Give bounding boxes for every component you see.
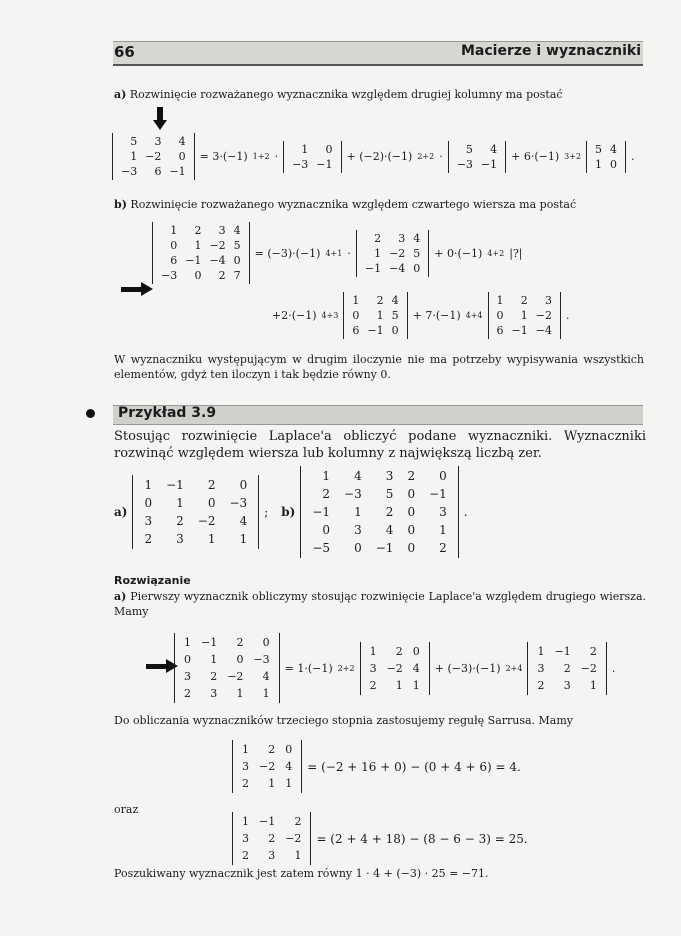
- matrix-cell: 1: [322, 469, 331, 483]
- matrix-cell: −3: [344, 487, 362, 501]
- matrix-row: [238, 814, 305, 829]
- matrix-row: [494, 309, 555, 322]
- matrix-cell: 1: [176, 496, 184, 510]
- matrix-cell: 5: [233, 239, 241, 252]
- solution-matrix: [174, 633, 280, 703]
- matrix-row: [454, 143, 500, 156]
- matrix-row: [289, 158, 335, 171]
- matrix-cell: 3: [544, 294, 552, 307]
- matrix-cell: 3: [176, 532, 184, 546]
- matrix-cell: 4: [412, 661, 420, 675]
- sarrus-matrix-1: [232, 740, 302, 793]
- matrix-cell: 0: [207, 496, 216, 510]
- matrix-row: [158, 224, 244, 237]
- matrix-cell: −2: [259, 760, 276, 773]
- matrix-cell: 0: [439, 469, 447, 483]
- matrix-row: [362, 232, 423, 245]
- matrix-cell: 1: [268, 777, 276, 790]
- matrix-cell: −2: [209, 239, 226, 252]
- matrix-cell: −1: [259, 815, 276, 828]
- matrix-cell: 6: [154, 165, 162, 178]
- matrix-row: [494, 294, 555, 307]
- example-determinants: a) 1 −1 2 0 0 1 0 −3 3 2 −2 4 2 3 1 1 ; b) 1 4 3 2 0 2 −3 5 0 −1 −1 1 2 0 3 0 3 4 0 1 −5 0 −1 0 2 .: [114, 466, 468, 558]
- matrix-cell: 1: [236, 687, 244, 700]
- part-b-intro: b) Rozwinięcie rozważanego wyznacznika względem czwartego wiersza ma postać: [114, 198, 577, 211]
- part-b-matrix: [152, 222, 250, 284]
- matrix-cell: 2: [374, 231, 382, 245]
- matrix-cell: 1: [242, 815, 249, 828]
- part-a-matrix: [112, 133, 195, 180]
- matrix-cell: 0: [407, 541, 416, 555]
- matrix-row: [138, 477, 253, 493]
- matrix-row: [138, 495, 253, 511]
- matrix-cell: −1: [166, 478, 184, 492]
- matrix-cell: 2: [369, 678, 377, 692]
- example-matrix-a: [132, 475, 259, 549]
- matrix-cell: −3: [253, 653, 270, 666]
- matrix-cell: 1: [242, 743, 249, 756]
- matrix-row: [349, 324, 401, 337]
- matrix-cell: 4: [610, 142, 618, 156]
- matrix-row: [362, 262, 423, 275]
- matrix-cell: 2: [407, 469, 416, 483]
- matrix-cell: 0: [407, 505, 416, 519]
- matrix-cell: −2: [145, 150, 162, 163]
- matrix-cell: 1: [354, 505, 362, 519]
- matrix-cell: 1: [374, 246, 382, 260]
- part-b-equation-line1: 1 2 3 4 0 1 −2 5 6 −1 −4 0 −3 0 2 7 = (−3)·(−1) 4+1 · 2 3 4 1 −2 5 −1 −4 0 + 0·(−1) 4+2 |?|: [152, 222, 523, 284]
- matrix-cell: 1: [369, 644, 377, 658]
- matrix-cell: 4: [233, 224, 241, 237]
- matrix-cell: −3: [121, 165, 138, 178]
- matrix-row: [366, 644, 424, 659]
- matrix-cell: 6: [170, 254, 178, 267]
- matrix-cell: 2: [537, 678, 545, 692]
- matrix-cell: −2: [227, 670, 244, 683]
- matrix-cell: −1: [185, 254, 202, 267]
- matrix-cell: 3: [242, 760, 249, 773]
- matrix-cell: −1: [480, 157, 498, 171]
- matrix-cell: 3: [242, 832, 249, 845]
- matrix-cell: 4: [391, 294, 399, 307]
- matrix-cell: 2: [242, 849, 249, 862]
- matrix-cell: −2: [580, 661, 597, 675]
- matrix-cell: 0: [352, 309, 360, 322]
- arrow-down-icon: [157, 107, 163, 121]
- matrix-cell: 0: [170, 239, 178, 252]
- matrix-cell: 1: [130, 150, 138, 163]
- matrix-cell: −4: [535, 324, 552, 337]
- matrix-cell: −3: [229, 496, 248, 510]
- matrix-row: [494, 324, 555, 337]
- matrix-row: [289, 143, 335, 156]
- matrix-row: [366, 661, 424, 676]
- matrix-cell: 1: [210, 653, 218, 666]
- matrix-cell: 1: [294, 849, 302, 862]
- matrix-row: [533, 644, 600, 659]
- matrix-cell: −1: [169, 165, 186, 178]
- matrix-cell: 5: [385, 487, 394, 501]
- oraz-text: oraz: [114, 803, 139, 816]
- sarrus-matrix-2: [232, 812, 311, 865]
- matrix-cell: 5: [391, 309, 399, 322]
- matrix-row: [158, 269, 244, 282]
- matrix-cell: 4: [262, 670, 270, 683]
- example-task: Stosując rozwinięcie Laplace'a obliczyć podane wyznaczniki. Wyznaczniki rozwinąć względem wiersza lub kolumny z największą liczbą zer.: [114, 429, 646, 461]
- part-b-minor-1: [356, 230, 429, 277]
- matrix-cell: 2: [210, 670, 218, 683]
- matrix-cell: 1: [239, 532, 248, 546]
- matrix-cell: 2: [176, 514, 184, 528]
- solution-minor-2: [527, 642, 606, 695]
- matrix-cell: −1: [429, 487, 447, 501]
- matrix-cell: 5: [130, 135, 138, 148]
- matrix-cell: 2: [218, 269, 226, 282]
- matrix-cell: 3: [184, 670, 191, 683]
- matrix-cell: 4: [413, 231, 421, 245]
- matrix-cell: 2: [385, 505, 394, 519]
- matrix-cell: 1: [207, 532, 216, 546]
- part-a-intro: a) Rozwinięcie rozważanego wyznacznika względem drugiej kolumny ma postać: [114, 88, 563, 101]
- matrix-row: [238, 776, 296, 791]
- matrix-row: [118, 135, 189, 148]
- matrix-cell: −4: [209, 254, 226, 267]
- matrix-row: [306, 468, 452, 484]
- matrix-cell: 2: [268, 743, 276, 756]
- matrix-row: [118, 165, 189, 178]
- matrix-cell: 0: [354, 541, 362, 555]
- matrix-cell: 3: [563, 678, 571, 692]
- part-a-minor-3: [586, 141, 626, 173]
- matrix-cell: 0: [407, 523, 416, 537]
- matrix-cell: 1: [376, 309, 384, 322]
- matrix-cell: 3: [354, 523, 362, 537]
- matrix-cell: 3: [268, 849, 276, 862]
- matrix-cell: 0: [194, 269, 202, 282]
- matrix-cell: 1: [520, 309, 528, 322]
- matrix-cell: 2: [322, 487, 331, 501]
- matrix-cell: 1: [439, 523, 447, 537]
- matrix-row: [118, 150, 189, 163]
- example-matrix-b: [300, 466, 458, 558]
- matrix-cell: 0: [413, 261, 421, 275]
- sarrus-eq-2: 1 −1 2 3 2 −2 2 3 1 = (2 + 4 + 18) − (8 − 6 − 3) = 25.: [232, 812, 528, 865]
- matrix-cell: 2: [194, 224, 202, 237]
- matrix-cell: 1: [262, 687, 270, 700]
- matrix-row: [592, 158, 620, 171]
- matrix-cell: 2: [520, 294, 528, 307]
- matrix-cell: 4: [178, 135, 186, 148]
- matrix-cell: 4: [285, 760, 293, 773]
- matrix-cell: 1: [194, 239, 202, 252]
- matrix-cell: 3: [385, 469, 394, 483]
- matrix-cell: 2: [236, 636, 244, 649]
- matrix-cell: 0: [496, 309, 504, 322]
- chapter-title: Macierze i wyznaczniki: [460, 43, 641, 59]
- matrix-cell: −4: [389, 261, 406, 275]
- matrix-cell: 1: [537, 644, 545, 658]
- matrix-cell: −5: [312, 541, 331, 555]
- matrix-cell: 1: [412, 678, 420, 692]
- matrix-row: [306, 486, 452, 502]
- solution-heading: Rozwiązanie: [114, 574, 191, 587]
- matrix-cell: 2: [268, 832, 276, 845]
- matrix-cell: −1: [312, 505, 331, 519]
- matrix-cell: 4: [239, 514, 248, 528]
- matrix-row: [349, 294, 401, 307]
- matrix-cell: 1: [301, 142, 309, 156]
- matrix-cell: 4: [354, 469, 362, 483]
- sarrus-eq-1: 1 2 0 3 −2 4 2 1 1 = (−2 + 16 + 0) − (0 + 4 + 6) = 4.: [232, 740, 521, 793]
- arrow-down-icon-head: [153, 120, 167, 130]
- matrix-cell: 0: [144, 496, 153, 510]
- matrix-cell: 2: [144, 532, 153, 546]
- bullet-icon: [86, 409, 95, 418]
- matrix-row: [238, 848, 305, 863]
- matrix-cell: 2: [563, 661, 571, 675]
- matrix-cell: −2: [389, 246, 406, 260]
- matrix-cell: 0: [233, 254, 241, 267]
- matrix-row: [180, 652, 274, 667]
- matrix-row: [180, 635, 274, 650]
- matrix-cell: −2: [535, 309, 552, 322]
- matrix-cell: −1: [364, 261, 382, 275]
- matrix-cell: 3: [537, 661, 545, 675]
- matrix-cell: 2: [242, 777, 249, 790]
- matrix-cell: 3: [439, 505, 447, 519]
- matrix-row: [366, 678, 424, 693]
- matrix-row: [158, 254, 244, 267]
- matrix-cell: 1: [144, 478, 153, 492]
- matrix-cell: 2: [439, 541, 447, 555]
- matrix-cell: −1: [511, 324, 528, 337]
- matrix-cell: 1: [170, 224, 178, 237]
- row-arrow-icon: [121, 282, 153, 296]
- matrix-row: [158, 239, 244, 252]
- part-a-minor-1: [283, 141, 341, 173]
- solution-intro: a) Pierwszy wyznacznik obliczymy stosując rozwinięcie Laplace'a względem drugiego wiersza. Mamy: [114, 590, 646, 618]
- matrix-cell: 7: [233, 269, 241, 282]
- matrix-row: [238, 831, 305, 846]
- matrix-cell: −3: [161, 269, 178, 282]
- matrix-cell: 2: [184, 687, 191, 700]
- matrix-cell: −2: [197, 514, 216, 528]
- part-b-note: W wyznaczniku występującym w drugim iloczynie nie ma potrzeby wypisywania wszystkich elementów, gdyż ten iloczyn i tak będzie równy 0.: [114, 353, 644, 381]
- matrix-cell: −1: [554, 644, 571, 658]
- matrix-cell: −1: [375, 541, 394, 555]
- matrix-row: [180, 686, 274, 701]
- matrix-row: [306, 540, 452, 556]
- matrix-cell: 3: [144, 514, 153, 528]
- omitted-minor: |?|: [509, 246, 523, 260]
- matrix-cell: 0: [184, 653, 191, 666]
- matrix-cell: 1: [352, 294, 360, 307]
- matrix-cell: 1: [184, 636, 191, 649]
- matrix-row: [238, 759, 296, 774]
- matrix-cell: 0: [285, 743, 293, 756]
- matrix-row: [138, 513, 253, 529]
- sarrus-text: Do obliczania wyznaczników trzeciego stopnia zastosujemy regułę Sarrusa. Mamy: [114, 714, 574, 727]
- matrix-row: [592, 143, 620, 156]
- matrix-cell: −1: [316, 157, 333, 171]
- matrix-cell: 0: [322, 523, 331, 537]
- matrix-cell: 2: [294, 815, 302, 828]
- matrix-cell: 0: [391, 324, 399, 337]
- matrix-cell: 5: [465, 142, 473, 156]
- matrix-cell: −3: [456, 157, 473, 171]
- solution-minor-1: [360, 642, 430, 695]
- matrix-cell: 6: [352, 324, 360, 337]
- matrix-cell: 1: [496, 294, 504, 307]
- matrix-row: [362, 247, 423, 260]
- matrix-cell: 0: [325, 142, 333, 156]
- matrix-row: [306, 522, 452, 538]
- part-b-minor-3: [343, 292, 407, 339]
- matrix-cell: 3: [210, 687, 218, 700]
- matrix-row: [306, 504, 452, 520]
- matrix-cell: 1: [285, 777, 293, 790]
- matrix-cell: 3: [369, 661, 377, 675]
- part-a-equation: 5 3 4 1 −2 0 −3 6 −1 = 3·(−1) 1+2 · 1 0 −3 −1 + (−2)·(−1) 2+2 · 5 4 −3 −1 + 6·(−1) 3+2 5 4 1 0 .: [112, 133, 635, 180]
- matrix-cell: 5: [595, 142, 603, 156]
- matrix-cell: 2: [207, 478, 216, 492]
- matrix-cell: 3: [398, 231, 406, 245]
- matrix-cell: 1: [595, 157, 603, 171]
- solution-equation: 1 −1 2 0 0 1 0 −3 3 2 −2 4 2 3 1 1 = 1·(−1) 2+2 1 2 0 3 −2 4 2 1 1 + (−3)·(−1) 2+4 1 −1 2 3 2 −2 2 3 1 .: [174, 633, 615, 703]
- matrix-cell: 0: [610, 157, 618, 171]
- matrix-row: [533, 661, 600, 676]
- final-answer: Poszukiwany wyznacznik jest zatem równy 1 · 4 + (−3) · 25 = −71.: [114, 867, 489, 880]
- matrix-cell: 1: [395, 678, 403, 692]
- matrix-row: [238, 742, 296, 757]
- matrix-cell: 1: [589, 678, 597, 692]
- matrix-row: [454, 158, 500, 171]
- matrix-cell: 0: [407, 487, 416, 501]
- matrix-cell: 5: [413, 246, 421, 260]
- page-number: 66: [114, 43, 135, 61]
- part-b-equation-line2: +2·(−1) 4+3 1 2 4 0 1 5 6 −1 0 + 7·(−1) 4+4 1 2 3 0 1 −2 6 −1 −4 .: [272, 294, 570, 337]
- matrix-row: [349, 309, 401, 322]
- matrix-cell: −2: [285, 832, 302, 845]
- matrix-cell: 3: [218, 224, 226, 237]
- matrix-row: [138, 531, 253, 547]
- part-b-minor-4: [488, 292, 561, 339]
- matrix-cell: 3: [154, 135, 162, 148]
- matrix-cell: 0: [178, 150, 186, 163]
- matrix-cell: −1: [201, 636, 218, 649]
- matrix-cell: 4: [385, 523, 394, 537]
- matrix-cell: −3: [292, 157, 309, 171]
- matrix-cell: −2: [386, 661, 403, 675]
- matrix-row: [533, 678, 600, 693]
- matrix-cell: 2: [376, 294, 384, 307]
- part-a-minor-2: [448, 141, 506, 173]
- matrix-cell: 0: [412, 644, 420, 658]
- matrix-cell: 0: [262, 636, 270, 649]
- matrix-cell: 0: [236, 653, 244, 666]
- matrix-cell: 4: [490, 142, 498, 156]
- matrix-row: [180, 669, 274, 684]
- matrix-cell: −1: [367, 324, 384, 337]
- example-title: Przykład 3.9: [118, 405, 217, 421]
- matrix-cell: 2: [589, 644, 597, 658]
- matrix-cell: 0: [239, 478, 248, 492]
- matrix-cell: 6: [496, 324, 504, 337]
- matrix-cell: 2: [395, 644, 403, 658]
